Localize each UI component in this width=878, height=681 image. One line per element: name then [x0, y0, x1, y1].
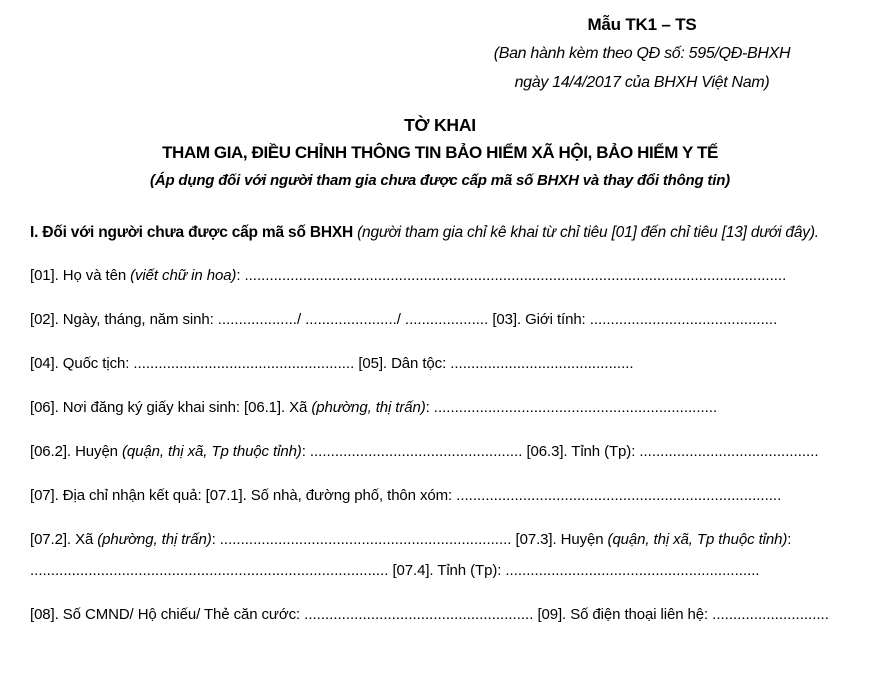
dotted-blank: ......................................................................: [219, 531, 512, 548]
dotted-blank: ...................................................: [309, 443, 523, 460]
field-label: [09]. Số điện thoại liên hệ:: [533, 606, 713, 623]
form-title-line-3: (Áp dụng đối với người tham gia chưa được cấp mã số BHXH và thay đổi thông tin): [150, 172, 730, 189]
line-07-dia-chi-nhan-ket-qua: [30, 480, 850, 511]
dotted-blank: ............................: [712, 606, 829, 623]
dotted-blank: ......................................................................................: [30, 562, 389, 579]
line-06-noi-dang-ky-khai-sinh: [30, 392, 850, 423]
form-title-line-2: THAM GIA, ĐIỀU CHỈNH THÔNG TIN BẢO HIỂM XÃ HỘI, BẢO HIỂM Y TẾ: [162, 143, 718, 162]
line-07-2-xa-07-3-huyen: [30, 524, 850, 555]
field-label: [07.3]. Huyện: [511, 531, 608, 548]
line-06-2-huyen-06-3-tinh: [30, 436, 850, 467]
form-code-block: [452, 10, 832, 97]
dotted-blank: ...................: [217, 311, 297, 328]
line-01-ho-va-ten: [30, 260, 850, 291]
dotted-blank: .............................................: [589, 311, 778, 328]
form-title-block: [30, 111, 850, 195]
field-label: [02]. Ngày, tháng, năm sinh:: [30, 311, 218, 328]
dotted-blank: ..................................................................................................................................: [244, 267, 787, 284]
line-08-cmnd-09-dien-thoai: [30, 599, 850, 630]
field-label: (phường, thị trấn): [97, 531, 212, 548]
field-label: (phường, thị trấn): [311, 399, 426, 416]
field-label: (quận, thị xã, Tp thuộc tỉnh): [607, 531, 788, 548]
field-label: [04]. Quốc tịch:: [30, 355, 134, 372]
field-label: [01]. Họ và tên: [30, 267, 131, 284]
form-code: Mẫu TK1 – TS: [587, 15, 697, 34]
field-label: [06]. Nơi đăng ký giấy khai sinh: [06.1]. Xã: [30, 399, 312, 416]
line-02-ngay-sinh-03-gioi-tinh: [30, 304, 850, 335]
dotted-blank: ..............................................................................: [456, 487, 782, 504]
field-label: :: [301, 443, 310, 460]
form-lines: [30, 260, 850, 630]
field-label: :: [211, 531, 220, 548]
section-1-heading: [30, 217, 850, 248]
field-label: [08]. Số CMND/ Hộ chiếu/ Thẻ căn cước:: [30, 606, 305, 623]
field-label: [05]. Dân tộc:: [354, 355, 451, 372]
dotted-blank: ...........................................: [639, 443, 819, 460]
field-label: [07]. Địa chỉ nhận kết quả: [07.1]. Số nhà, đường phố, thôn xóm:: [30, 487, 457, 504]
field-label: /: [296, 311, 306, 328]
dotted-blank: .....................................................: [133, 355, 355, 372]
field-label: [07.2]. Xã: [30, 531, 98, 548]
line-04-quoc-tich-05-dan-toc: [30, 348, 850, 379]
field-label: [06.3]. Tỉnh (Tp):: [522, 443, 640, 460]
dotted-blank: ....................................................................: [433, 399, 718, 416]
issued-by-line-2: ngày 14/4/2017 của BHXH Việt Nam): [514, 74, 770, 91]
issued-by-line-1: (Ban hành kèm theo QĐ số: 595/QĐ-BHXH: [493, 45, 791, 62]
form-title-line-1: TỜ KHAI: [404, 115, 476, 135]
dotted-blank: ....................: [404, 311, 489, 328]
field-label: (viết chữ in hoa): [130, 267, 237, 284]
dotted-blank: ......................: [305, 311, 397, 328]
field-label: :: [787, 531, 792, 548]
field-label: [06.2]. Huyện: [30, 443, 122, 460]
field-label: [03]. Giới tính:: [488, 311, 590, 328]
field-label: :: [425, 399, 434, 416]
dotted-blank: ............................................: [450, 355, 634, 372]
field-label: (quận, thị xã, Tp thuộc tỉnh): [122, 443, 302, 460]
field-label: :: [236, 267, 245, 284]
field-label: [07.4]. Tỉnh (Tp):: [388, 562, 506, 579]
line-07-3-continuation-07-4-tinh: [30, 555, 850, 586]
field-label: /: [396, 311, 405, 328]
dotted-blank: .......................................................: [304, 606, 534, 623]
dotted-blank: .............................................................: [505, 562, 760, 579]
section-1-heading-title: I. Đối với người chưa được cấp mã số BHXH: [30, 224, 353, 241]
section-1-heading-note: (người tham gia chỉ kê khai từ chỉ tiêu [01] đến chỉ tiêu [13] dưới đây).: [352, 224, 819, 241]
